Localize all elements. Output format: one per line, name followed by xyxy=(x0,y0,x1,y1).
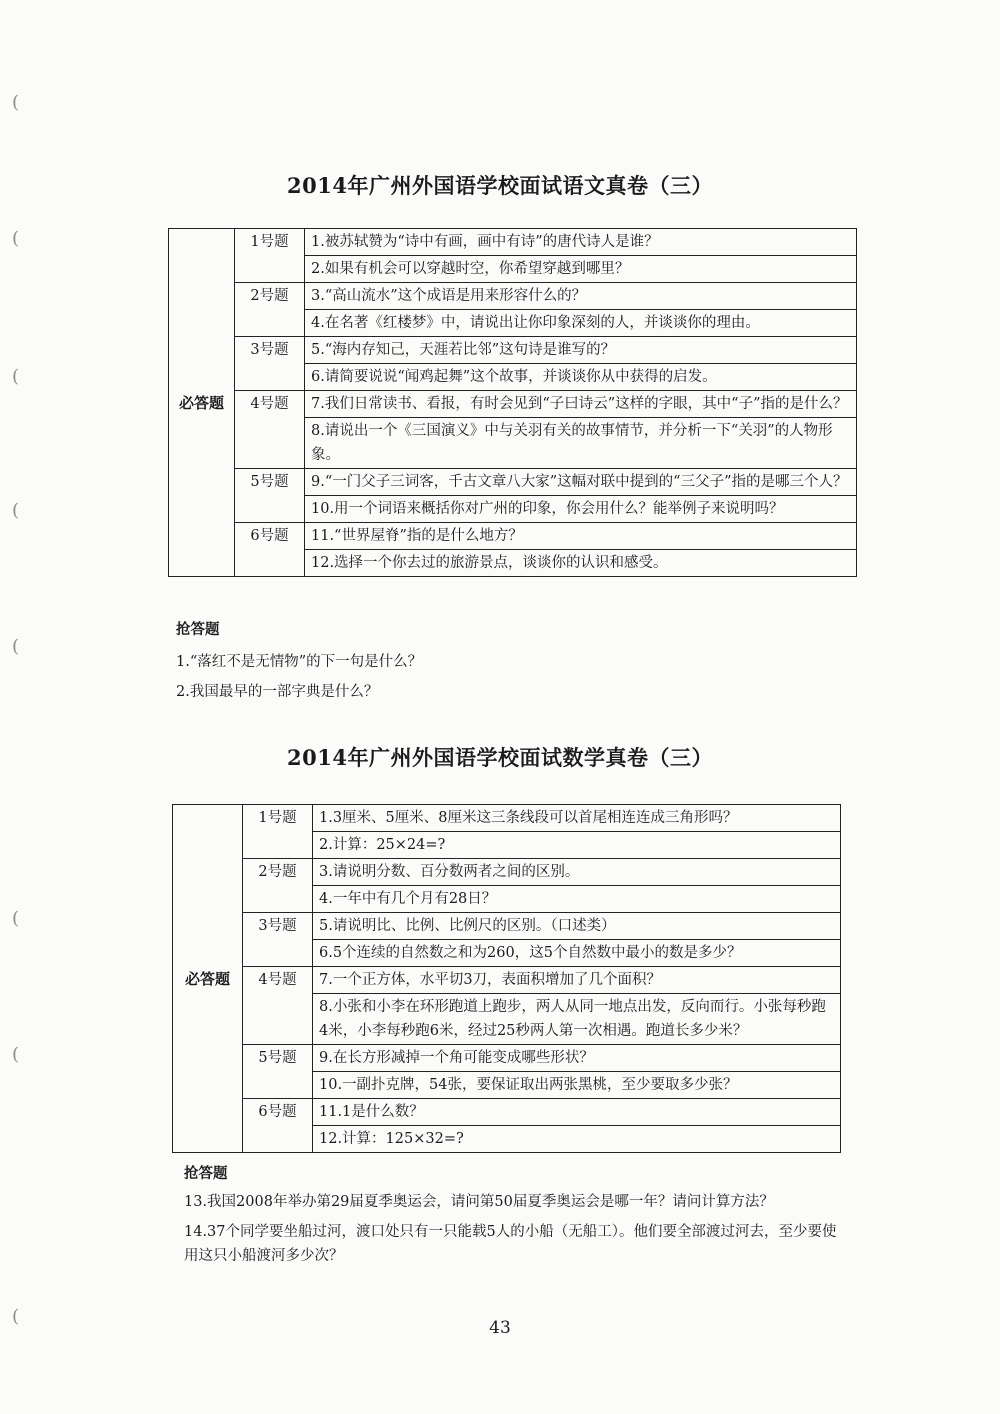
question: 4.一年中有几个月有28日？ xyxy=(313,886,841,913)
question: 1.被苏轼赞为“诗中有画，画中有诗”的唐代诗人是谁？ xyxy=(305,229,857,256)
group-label: 6号题 xyxy=(235,523,305,577)
question: 3.“高山流水”这个成语是用来形容什么的？ xyxy=(305,283,857,310)
required-category-label: 必答题 xyxy=(169,229,235,577)
group-label: 6号题 xyxy=(243,1099,313,1153)
question: 9.“一门父子三词客，千古文章八大家”这幅对联中提到的“三父子”指的是哪三个人？ xyxy=(305,469,857,496)
question: 12.计算：125×32=? xyxy=(313,1126,841,1153)
binding-holes xyxy=(12,0,26,1414)
question: 10.一副扑克牌，54张，要保证取出两张黑桃，至少要取多少张？ xyxy=(313,1072,841,1099)
group-label: 3号题 xyxy=(243,913,313,967)
question: 6.5个连续的自然数之和为260，这5个自然数中最小的数是多少？ xyxy=(313,940,841,967)
rush-question: 13.我国2008年举办第29届夏季奥运会，请问第50届夏季奥运会是哪一年？请问计算方法？ xyxy=(184,1194,774,1210)
binding-mark: ( xyxy=(12,92,20,113)
chinese-rush-section xyxy=(176,618,856,704)
group-label: 4号题 xyxy=(235,391,305,469)
question: 6.请简要说说“闻鸡起舞”这个故事，并谈谈你从中获得的启发。 xyxy=(305,364,857,391)
group-label: 4号题 xyxy=(243,967,313,1045)
group-label: 1号题 xyxy=(243,805,313,859)
chinese-exam-title: 2014年广州外国语学校面试语文真卷（三） xyxy=(287,173,713,198)
question: 5.“海内存知己，天涯若比邻”这句诗是谁写的？ xyxy=(305,337,857,364)
rush-heading: 抢答题 xyxy=(176,621,220,638)
binding-mark: ( xyxy=(12,636,20,657)
question: 11.“世界屋脊”指的是什么地方？ xyxy=(305,523,857,550)
binding-mark: ( xyxy=(12,366,20,387)
required-category-label: 必答题 xyxy=(173,805,243,1153)
page-number: 43 xyxy=(489,1318,511,1338)
rush-question: 14.37个同学要坐船过河，渡口处只有一只能载5人的小船（无船工）。他们要全部渡过河去，至少要使用这只小船渡河多少次？ xyxy=(184,1224,837,1264)
question: 9.在长方形减掉一个角可能变成哪些形状？ xyxy=(313,1045,841,1072)
question: 8.请说出一个《三国演义》中与关羽有关的故事情节，并分析一下“关羽”的人物形象。 xyxy=(305,418,857,469)
question: 10.用一个词语来概括你对广州的印象，你会用什么？能举例子来说明吗？ xyxy=(305,496,857,523)
binding-mark: ( xyxy=(12,1306,20,1327)
question: 12.选择一个你去过的旅游景点，谈谈你的认识和感受。 xyxy=(305,550,857,577)
math-question-table xyxy=(172,804,841,1153)
binding-mark: ( xyxy=(12,908,20,929)
group-label: 1号题 xyxy=(235,229,305,283)
binding-mark: ( xyxy=(12,228,20,249)
rush-question: 2.我国最早的一部字典是什么？ xyxy=(176,684,379,700)
binding-mark: ( xyxy=(12,1044,20,1065)
question: 7.我们日常读书、看报，有时会见到“子曰诗云”这样的字眼，其中“子”指的是什么？ xyxy=(305,391,857,418)
question: 2.如果有机会可以穿越时空，你希望穿越到哪里？ xyxy=(305,256,857,283)
group-label: 5号题 xyxy=(235,469,305,523)
question: 4.在名著《红楼梦》中，请说出让你印象深刻的人，并谈谈你的理由。 xyxy=(305,310,857,337)
question: 11.1是什么数？ xyxy=(313,1099,841,1126)
math-rush-section xyxy=(184,1162,844,1268)
question: 7.一个正方体，水平切3刀，表面积增加了几个面积？ xyxy=(313,967,841,994)
group-label: 5号题 xyxy=(243,1045,313,1099)
group-label: 2号题 xyxy=(235,283,305,337)
rush-question: 1.“落红不是无情物”的下一句是什么？ xyxy=(176,654,423,670)
question: 2.计算：25×24=? xyxy=(313,832,841,859)
binding-mark: ( xyxy=(12,500,20,521)
group-label: 3号题 xyxy=(235,337,305,391)
question: 5.请说明比、比例、比例尺的区别。（口述类） xyxy=(313,913,841,940)
question: 8.小张和小李在环形跑道上跑步，两人从同一地点出发，反向而行。小张每秒跑4米，小李每秒跑6米，经过25秒两人第一次相遇。跑道长多少米？ xyxy=(313,994,841,1045)
group-label: 2号题 xyxy=(243,859,313,913)
rush-heading: 抢答题 xyxy=(184,1165,228,1182)
math-exam-title: 2014年广州外国语学校面试数学真卷（三） xyxy=(287,745,713,770)
question: 1.3厘米、5厘米、8厘米这三条线段可以首尾相连连成三角形吗？ xyxy=(313,805,841,832)
chinese-question-table xyxy=(168,228,857,577)
question: 3.请说明分数、百分数两者之间的区别。 xyxy=(313,859,841,886)
